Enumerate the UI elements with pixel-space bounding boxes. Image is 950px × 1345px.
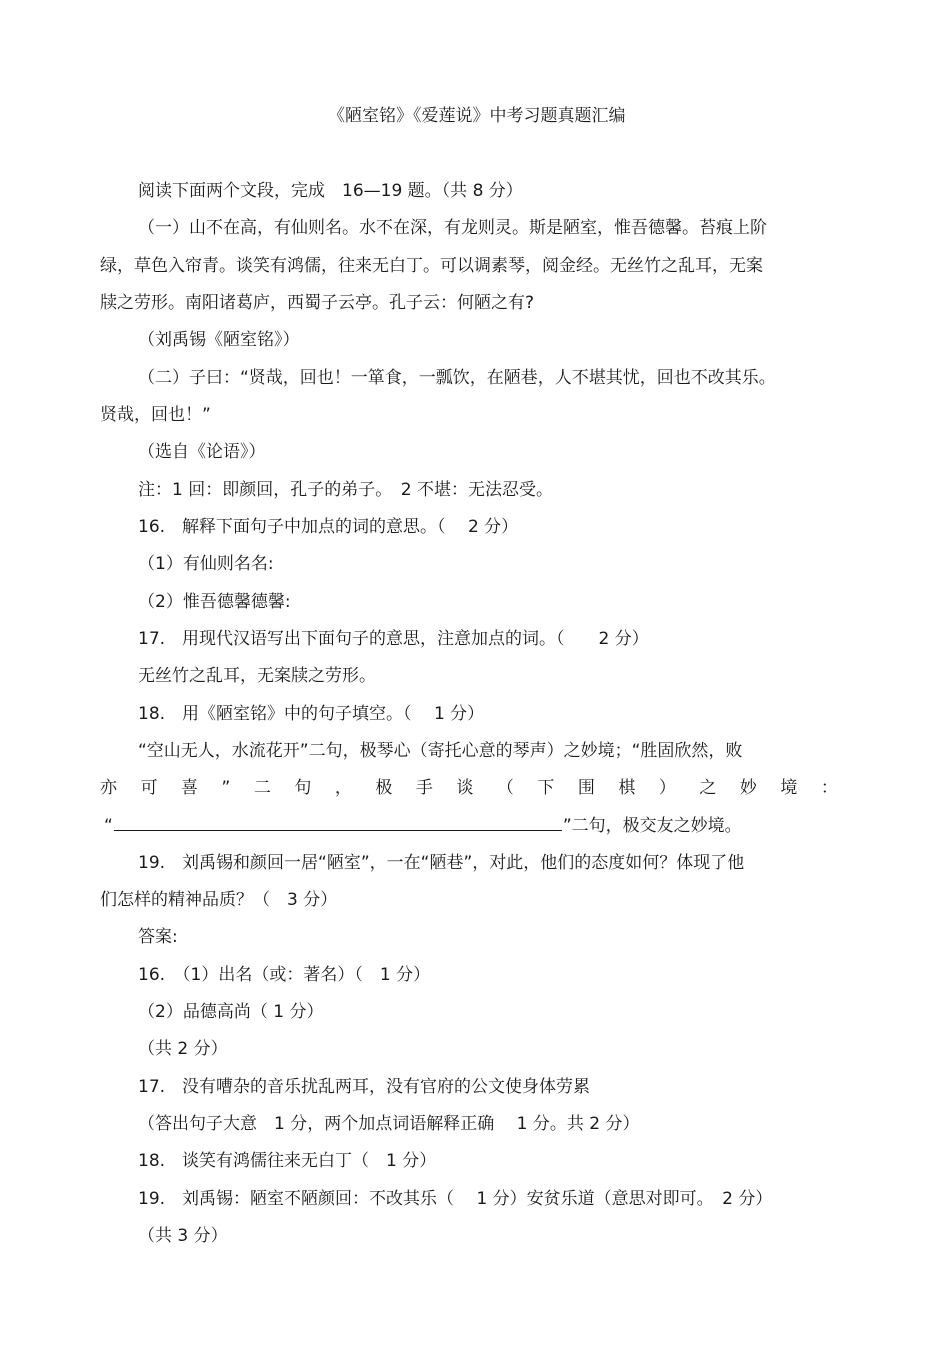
- answer-16-total: （共 2 分）: [138, 1039, 228, 1059]
- answer-blank[interactable]: [114, 816, 562, 831]
- char: ”: [221, 778, 231, 798]
- question-18-line1: “空山无人，水流花开”二句，极琴心（寄托心意的琴声）之妙境；“胜固欣然，败: [138, 741, 743, 761]
- char: 棋: [618, 778, 636, 798]
- passage1-line2: 绿，草色入帘青。谈笑有鸿儒，往来无白丁。可以调素琴，阅金经。无丝竹之乱耳，无案: [100, 256, 763, 276]
- char: 手: [415, 778, 433, 798]
- open-quote: “: [104, 816, 113, 836]
- answer-16-1: 16. （1）出名（或：著名）（ 1 分）: [138, 965, 431, 985]
- answer-18: 18. 谈笑有鸿儒往来无白丁（ 1 分）: [138, 1151, 437, 1171]
- char: ：: [820, 778, 838, 798]
- intro-instruction: 阅读下面两个文段，完成 16—19 题。（共 8 分）: [138, 181, 523, 201]
- question-17-stem: 17. 用现代汉语写出下面句子的意思，注意加点的词。（ 2 分）: [138, 629, 649, 649]
- passage2-line2: 贤哉，回也！”: [100, 405, 211, 425]
- char: 极: [375, 778, 393, 798]
- char: 围: [577, 778, 595, 798]
- question-18-stem: 18. 用《陋室铭》中的句子填空。（ 1 分）: [138, 704, 485, 724]
- question-18-fill-line: [104, 815, 742, 837]
- question-16-sub1: （1）有仙则名名:: [138, 554, 274, 574]
- answer-19-total: （共 3 分）: [138, 1226, 228, 1246]
- question-19-line2: 们怎样的精神品质？（ 3 分）: [100, 890, 338, 910]
- question-19-line1: 19. 刘禹锡和颜回一居“陋室”，一在“陋巷”，对此，他们的态度如何？体现了他: [138, 853, 745, 873]
- passage2-line1: （二）子曰：“贤哉，回也！一箪食，一瓢饮，在陋巷，人不堪其忧，回也不改其乐。: [138, 368, 776, 388]
- answers-heading: 答案:: [138, 927, 178, 947]
- question-18-justified-line: [100, 777, 838, 799]
- char: 可: [140, 778, 158, 798]
- char: 境: [780, 778, 798, 798]
- passage1-line3: 牍之劳形。南阳诸葛庐，西蜀子云亭。孔子云：何陋之有?: [100, 293, 535, 313]
- question-16-stem: 16. 解释下面句子中加点的词的意思。（ 2 分）: [138, 517, 519, 537]
- answer-17: 17. 没有嘈杂的音乐扰乱两耳，没有官府的公文使身体劳累: [138, 1077, 591, 1097]
- char: 妙: [739, 778, 757, 798]
- char: ，: [334, 778, 352, 798]
- passage1-source: （刘禹锡《陋室铭》）: [138, 330, 300, 350]
- char: 谈: [456, 778, 474, 798]
- answer-17-note: （答出句子大意 1 分，两个加点词语解释正确 1 分。共 2 分）: [138, 1114, 640, 1134]
- char: 句: [294, 778, 312, 798]
- question-17-sentence: 无丝竹之乱耳，无案牍之劳形。: [138, 666, 376, 686]
- char: （: [496, 778, 514, 798]
- question-16-sub2: （2）惟吾德馨德馨:: [138, 592, 291, 612]
- char: 下: [537, 778, 555, 798]
- answer-16-2: （2）品德高尚（ 1 分）: [138, 1002, 324, 1022]
- char: 之: [699, 778, 717, 798]
- char: 亦: [100, 778, 117, 798]
- passage2-source: （选自《论语》）: [138, 442, 266, 462]
- answer-19: 19. 刘禹锡：陋室不陋颜回：不改其乐（ 1 分）安贫乐道（意思对即可。 2 分）: [138, 1189, 773, 1209]
- char: 二: [253, 778, 271, 798]
- passage1-line1: （一）山不在高，有仙则名。水不在深，有龙则灵。斯是陋室，惟吾德馨。苔痕上阶: [138, 218, 767, 238]
- footnote: 注：1 回：即颜回，孔子的弟子。 2 不堪：无法忍受。: [138, 480, 553, 500]
- char: ）: [658, 778, 676, 798]
- char: 喜: [181, 778, 198, 798]
- fill-line-tail: ”二句，极交友之妙境。: [562, 816, 742, 836]
- page-title: 《陋室铭》《爱莲说》中考习题真题汇编: [328, 106, 626, 126]
